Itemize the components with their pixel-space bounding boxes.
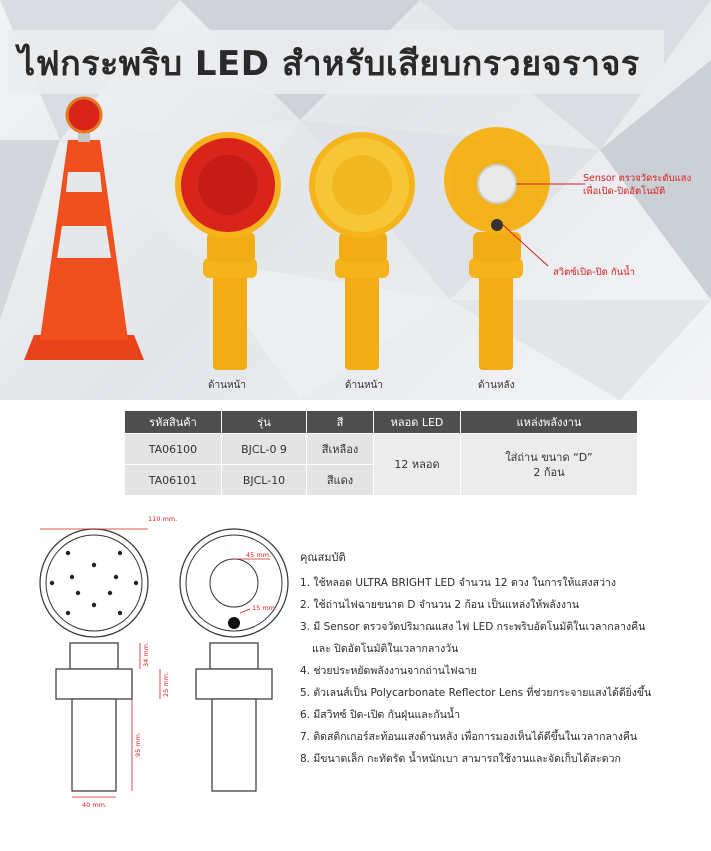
features-heading: คุณสมบัติ [300,551,346,564]
header-code: รหัสสินค้า [125,411,222,434]
dim-neck-height: 34 mm. [142,641,150,667]
front-view-drawing [40,515,177,809]
cell-model: BJCL-10 [222,465,307,496]
feature-item: 7. ติดสติกเกอร์สะท้อนแสงด้านหลัง เพื่อการมองเห็นได้ดีขึ้นในเวลากลางคืน [300,731,638,743]
cell-power [461,434,638,496]
spec-table [124,410,638,496]
dim-lens-outer: 45 mm. [246,551,272,559]
front-yellow-caption: ด้านหน้า [345,380,383,391]
features-section [300,548,651,774]
page-title: ไฟกระพริบ LED สำหรับเสียบกรวยจราจร [18,44,640,84]
feature-item: 5. ตัวเลนส์เป็น Polycarbonate Reflector Lens ที่ช่วยกระจายแสงได้ดียิ่งขึ้น [300,687,652,699]
feature-item: 4. ช่วยประหยัดพลังงานจากถ่านไฟฉาย [300,665,477,677]
cell-model: BJCL-0 9 [222,434,307,465]
feature-item: 6. มีสวิทซ์ ปิด-เปิด กันฝุ่นและกันน้ำ [300,709,460,721]
header-color: สี [307,411,374,434]
cell-led-count: 12 หลอด [374,434,461,496]
cell-code: TA06101 [125,465,222,496]
sensor-callout-line1: Sensor ตรวจวัดระดับแสง [583,173,692,184]
cell-color: สีเหลือง [307,434,374,465]
traffic-cone [24,98,144,360]
dim-width-top: 110 mm. [148,515,178,523]
switch-callout: สวิตซ์เปิด-ปิด กันน้ำ [553,267,635,278]
cell-color: สีแดง [307,465,374,496]
product-illustrations [0,0,711,400]
lamp-back-view [444,127,585,370]
table-row [125,434,638,465]
feature-item-text: 3. มี Sensor ตรวจวัดปริมาณแสง ไฟ LED กระพริบอัตโนมัติในเวลากลางคืน [300,621,646,633]
power-line1: ใส่ถ่าน ขนาด “D” [505,450,593,464]
hero-banner [0,0,711,400]
yellow-lamp-front [309,132,415,370]
front-red-caption: ด้านหน้า [208,380,246,391]
sensor-callout-line2: เพื่อเปิด-ปิดอัตโนมัติ [583,186,666,197]
feature-item: 8. มีขนาดเล็ก กะทัดรัด น้ำหนักเบา สามารถใช้งานและจัดเก็บได้สะดวก [300,753,621,765]
feature-item [300,620,651,656]
dimension-drawing [0,505,300,825]
feature-item: 2. ใช้ถ่านไฟฉายขนาด D จำนวน 2 ก้อน เป็นแหล่งให้พลังงาน [300,599,580,611]
red-lamp-front [175,132,281,370]
header-model: รุ่น [222,411,307,434]
back-view-drawing [180,529,288,791]
back-caption: ด้านหลัง [478,380,515,391]
header-led: หลอด LED [374,411,461,434]
dim-pole-height: 95 mm. [134,731,142,757]
feature-item: 1. ใช้หลอด ULTRA BRIGHT LED จำนวน 12 ดวง ในการให้แสงสว่าง [300,577,616,589]
power-line2: 2 ก้อน [533,465,565,479]
feature-item-continuation: และ ปิดอัตโนมัติในเวลากลางวัน [312,643,459,655]
sensor-callout [583,172,691,198]
dim-collar-height: 25 mm. [162,671,170,697]
cell-code: TA06100 [125,434,222,465]
dim-pole-width: 40 mm. [82,801,108,809]
dim-lens-small: 15 mm. [252,604,278,612]
features-list [300,576,651,766]
spec-table-header [125,411,638,434]
header-power: แหล่งพลังงาน [461,411,638,434]
